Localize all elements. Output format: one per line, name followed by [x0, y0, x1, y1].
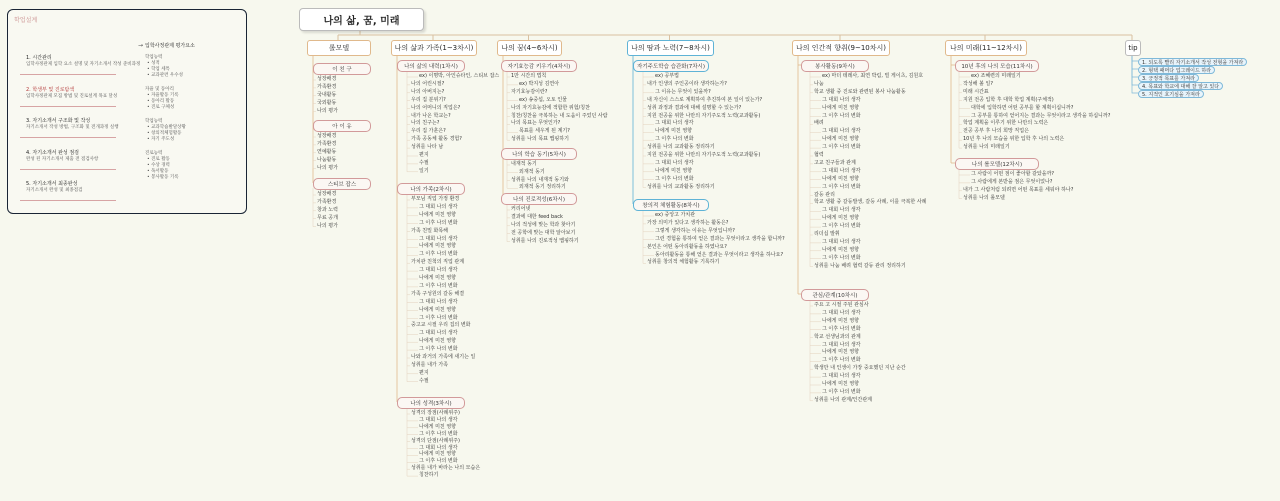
sub-topic[interactable] — [501, 193, 577, 205]
leaf-item: ex) 마더 테레사, 최연 박림, 빌 게이츠, 김원호 — [822, 73, 924, 79]
mini-map-section-head[interactable]: 4. 자기소개서 완성 점검 — [26, 150, 80, 156]
sub-topic[interactable] — [955, 158, 1039, 170]
leaf-item: 전 공학에 맞는 대학 알아보기 — [511, 229, 576, 236]
sub-topic-label: 자기효능감 키우기(4차시) — [507, 64, 571, 70]
leaf-item: 그 이후 나의 변화 — [822, 325, 861, 332]
leaf-item: 그 대회 나의 생각 — [822, 341, 861, 348]
mini-map-right-item: • 자기 주도성 — [147, 137, 175, 142]
leaf-item: 가족환경 — [317, 83, 337, 90]
leaf-item: 나의 어머니의 직업은? — [411, 104, 461, 111]
leaf-item: 그 대회 나의 생각 — [419, 330, 458, 337]
sub-topic[interactable] — [313, 120, 371, 132]
leaf-item: 나의 아버지는? — [411, 88, 445, 95]
mini-map-section-line: 완성 된 자기소개서 제출 전 점검사항 — [26, 157, 99, 162]
leaf-item: 나의 평가 — [317, 164, 338, 171]
leaf-item: 주요 고 시절 주된 관심사 — [814, 302, 869, 308]
leaf-item: 나에게 미친 영향 — [655, 167, 692, 174]
leaf-item: 그 대회 나의 생각 — [419, 267, 458, 274]
tip-item[interactable]: 4. 목표와 학교에 대해 잘 알고 있다 — [1138, 82, 1223, 90]
leaf-item: 외재적 동기 정리하기 — [519, 184, 566, 191]
leaf-item: 학교 생활 중 진로와 관련된 봉사 나눔활동 — [814, 88, 906, 95]
leaf-item: 그 이후 나의 변화 — [419, 251, 458, 258]
leaf-item: 그 대회 나의 생각 — [419, 203, 458, 210]
leaf-item: 나의 평가 — [317, 222, 338, 229]
leaf-item: 그 대회 나의 생각 — [822, 96, 861, 103]
leaf-item: 그 이후 나의 변화 — [655, 136, 694, 143]
leaf-item: 그 사람에게 본받을 점은 무엇이었나? — [971, 178, 1053, 185]
leaf-item: 그 이후 나의 변화 — [419, 458, 458, 465]
leaf-item: 일기 — [419, 167, 429, 174]
leaf-item: 나에게 미친 영향 — [419, 423, 456, 430]
tip-item[interactable]: 5. 지적인 호기심을 가져라 — [1138, 90, 1204, 98]
leaf-item: 나에게 미친 영향 — [419, 275, 456, 281]
branch-topic-label: 나의 꿈(4~6차시) — [501, 44, 558, 52]
sub-topic-label: 나의 학습 동기(5차시) — [512, 152, 566, 158]
leaf-item: 그 공부를 통하여 얻어지는 결과는 무엇이라고 생각을 하십니까? — [971, 112, 1111, 119]
leaf-item: ex) 박지성 김연아 — [519, 80, 560, 87]
sub-topic[interactable] — [633, 60, 709, 72]
branch-topic[interactable] — [945, 40, 1027, 56]
leaf-item: 나에게 미친 영향 — [419, 451, 456, 458]
sub-topic-label: 나의 성격(3차시) — [410, 401, 452, 407]
mini-map-section-line: 입학사정관제 모집 방법 및 진로설계 목표 달성 — [26, 94, 118, 99]
branch-topic-label: 나의 땀과 노력(7~8차시) — [631, 44, 710, 52]
leaf-item: 성격의 장점(사례위주) — [411, 410, 460, 416]
branch-topic-label: 나의 인간적 향취(9~10차시) — [796, 44, 886, 52]
sub-topic[interactable] — [501, 60, 577, 72]
mini-map-right-item: • 수상 경력 — [147, 163, 170, 168]
leaf-item: 전공 공부 후 나의 희망 직업은 — [963, 128, 1029, 135]
leaf-item: 가장 의미가 있다고 생각하는 활동은? — [647, 219, 729, 226]
leaf-item: 수필 — [419, 377, 429, 384]
leaf-item: 학교 선생님과의 관계 — [814, 333, 861, 340]
leaf-item: 그 대회 나의 생각 — [655, 120, 694, 127]
leaf-item: 그렇게 생각하는 이유는 무엇입니까? — [655, 227, 735, 234]
leaf-item: 커리어넷 — [511, 206, 531, 212]
sub-topic[interactable] — [501, 148, 577, 160]
sub-topic-label: 나의 롤모델(12차시) — [971, 162, 1023, 168]
leaf-item: 그 이후 나의 변화 — [822, 223, 861, 230]
leaf-item: 그 이후 나의 변화 — [419, 282, 458, 289]
leaf-item: ex) 송중섭, 오토 인물 — [519, 96, 568, 103]
sub-topic[interactable] — [955, 60, 1039, 72]
leaf-item: 성취를 나의 목표 맵핑하기 — [511, 136, 569, 143]
sub-topic[interactable] — [397, 60, 465, 72]
leaf-item: ex) 공부법 — [655, 73, 679, 79]
mini-map-right-item: • 독서활동 — [147, 169, 169, 174]
root-topic-label: 나의 삶, 꿈, 미래 — [323, 16, 400, 27]
leaf-item: 가족환경 — [317, 198, 337, 205]
leaf-item: 리더십 발휘 — [814, 231, 840, 237]
leaf-item: 성취를 나의 내재적 동기와 — [511, 176, 569, 183]
leaf-item: 나에게 미친 영향 — [419, 306, 456, 313]
branch-topic-label: tip — [1128, 44, 1138, 52]
branch-topic[interactable] — [792, 40, 890, 56]
leaf-item: 나에게 미친 영향 — [822, 317, 859, 324]
mini-map-panel[interactable] — [7, 9, 247, 214]
leaf-item: 성장배경 — [317, 133, 337, 139]
leaf-item: 그 대회 나의 생각 — [822, 128, 861, 135]
sub-topic[interactable] — [801, 60, 869, 72]
leaf-item: 성취를 내가 가족 — [411, 361, 448, 368]
mini-map-right-item: • 진로 구체성 — [147, 105, 175, 110]
leaf-item: 그 대회 나의 생각 — [419, 298, 458, 305]
leaf-item: 나에게 미친 영향 — [822, 349, 859, 356]
leaf-item: 가족 공동체 활동 경험? — [411, 136, 462, 143]
leaf-item: 나에게 미친 영향 — [822, 381, 859, 387]
leaf-item: 나에게 미친 영향 — [419, 243, 456, 250]
leaf-item: 성장배경 — [317, 76, 337, 82]
mini-map-right-item: • 봉사활동 기록 — [147, 175, 179, 180]
mini-map-title: 학업설계 — [14, 17, 38, 24]
leaf-item: 나에게 미친 영향 — [419, 338, 456, 345]
leaf-item: 목표를 세우게 된 계기? — [519, 128, 570, 135]
sub-topic[interactable] — [633, 199, 709, 211]
leaf-item: 나의 친구는? — [411, 120, 440, 127]
leaf-item: 10년 후 나의 모습을 위한 입학 후 나의 노력은 — [963, 136, 1065, 143]
sub-topic[interactable] — [313, 178, 371, 190]
leaf-item: 그 이후 나의 변화 — [822, 254, 861, 261]
leaf-item: 가족 친밀 화목해 — [411, 227, 448, 234]
leaf-item: 그 대회 나의 생각 — [822, 309, 861, 316]
leaf-item: 그 사람이 어떤 점이 좋아할 같았을까? — [971, 171, 1055, 177]
leaf-item: 그 이유는 무엇이 있을까? — [655, 88, 711, 95]
mini-map-divider — [20, 74, 116, 75]
root-topic[interactable] — [299, 8, 424, 31]
leaf-item: 가족환경 — [317, 140, 337, 147]
leaf-item: 나와 과거의 가족에 새기는 일 — [411, 354, 476, 360]
leaf-item: 국외활동 — [317, 99, 337, 106]
mini-map-right-item: • 학업 세특 — [147, 67, 170, 72]
mini-map-right-item: 진로능력 — [145, 151, 163, 156]
leaf-item: 성격의 단점(사례위주) — [411, 437, 460, 444]
leaf-item: 편지 — [419, 369, 429, 376]
leaf-item: 성취를 나눔 배려 협력 갈등 관리 정리하기 — [814, 262, 906, 269]
sub-topic-label: 스티브 잡스 — [327, 182, 357, 188]
leaf-item: 대학에 입학하면 어떤 공부를 할 계획이십니까? — [971, 104, 1074, 111]
leaf-item: 작성해 볼 일? — [963, 80, 993, 87]
leaf-item: 나에게 미친 영향 — [822, 104, 859, 111]
sub-topic[interactable] — [313, 63, 371, 75]
mini-map-arrow-icon: → — [138, 42, 144, 49]
leaf-item: 중고교 시절 우리 집의 변화 — [411, 322, 471, 329]
leaf-item: 성취를 나의 교과활동 정리하기 — [647, 144, 715, 151]
sub-topic-label: 10년 후의 나의 모습(11차시) — [961, 64, 1033, 70]
leaf-item: 지원 전공을 위한 나만의 자기주도적 노력(교과활동) — [647, 152, 761, 158]
mini-map-section-line: 입학사정관제 입학 요소 설명 및 자기소개서 작성 준비과정 — [26, 62, 141, 67]
mini-map-right-item: • 성적 — [147, 61, 160, 66]
leaf-item: 그 대회 나의 생각 — [419, 444, 458, 451]
branch-topic[interactable] — [497, 40, 562, 56]
leaf-item: 무료 공개 — [317, 214, 338, 221]
leaf-item: 나의 평가 — [317, 107, 338, 114]
leaf-item: 고교 친구들과 관계 — [814, 159, 856, 166]
leaf-item: 성장배경 — [317, 191, 337, 197]
sub-topic-label: 이 친 구 — [332, 67, 352, 73]
leaf-item: 성취를 창의적 체험활동 기록하기 — [647, 259, 720, 266]
mini-map-right-title: 입학사정관제 평가요소 — [145, 43, 195, 49]
leaf-item: 그 이후 나의 변화 — [822, 112, 861, 119]
leaf-item: 그 이후 나의 변화 — [655, 175, 694, 182]
leaf-item: 미래 시간표 — [963, 88, 989, 95]
leaf-item: 우리 집 분위기? — [411, 96, 446, 103]
sub-topic[interactable] — [397, 397, 465, 409]
leaf-item: 나에게 미친 영향 — [822, 215, 859, 222]
mini-map-right-item: • 교과학습발달상황 — [147, 125, 186, 130]
leaf-item: 그 이후 나의 변화 — [822, 144, 861, 151]
mini-map-section-head[interactable]: 1. 시간관리 — [26, 55, 52, 61]
leaf-item: 지원 전공 입학 후 대학 학업 계획(구체적) — [963, 96, 1054, 103]
leaf-item: 성취 과정과 결과에 대해 설명할 수 있는가? — [647, 104, 742, 111]
leaf-item: 편지 — [419, 152, 429, 158]
leaf-item: 배려 — [814, 120, 824, 127]
leaf-item: 학교 생활 중 갈등발생, 갈등 사례, 이를 극복한 사례 — [814, 199, 927, 206]
leaf-item: 나의 어린시절? — [411, 80, 445, 87]
leaf-item: 학업 계획을 이루기 위한 나만의 노력은 — [963, 120, 1049, 127]
leaf-item: ex) 이명박, 아인슈타인, 스티브 잡스 — [419, 73, 500, 79]
leaf-item: 성취를 내가 바라는 나의 모습은 — [411, 465, 481, 472]
leaf-item: 국내활동 — [317, 91, 337, 98]
leaf-item: 가족 구성원의 갈등 해결 — [411, 290, 465, 297]
leaf-item: 결과에 대한 feed back — [511, 213, 563, 220]
leaf-item: 그 대회 나의 생각 — [822, 167, 861, 174]
leaf-item: 그 이후 나의 변화 — [822, 183, 861, 190]
leaf-item: 나에게 미친 영향 — [822, 136, 859, 143]
leaf-item: 그 이후 나의 변화 — [419, 314, 458, 321]
leaf-item: ex) 중앙고 가치관 — [655, 212, 696, 218]
leaf-item: 우리 집 가훈은? — [411, 128, 446, 135]
leaf-item: 그 대회 나의 생각 — [655, 159, 694, 166]
leaf-item: 가치관 친척의 직업 관계 — [411, 259, 465, 266]
sub-topic-label: 아 이 유 — [332, 124, 352, 130]
mini-map-section-line: 자기소개서 작성 방법, 구조화 및 전개과정 실행 — [26, 125, 119, 130]
leaf-item: 성취를 나타 남 — [411, 144, 444, 151]
leaf-item: 나에게 미친 영향 — [655, 128, 692, 135]
leaf-item: 수필 — [419, 159, 429, 166]
leaf-item: ex) 조혜련의 미래일기 — [971, 73, 1021, 79]
sub-topic[interactable] — [397, 183, 465, 195]
leaf-item: 그 이후 나의 변화 — [419, 430, 458, 437]
leaf-item: 창과 노력 — [317, 206, 338, 213]
leaf-item: 내가 인생의 주인공이라 생각하는가? — [647, 80, 727, 87]
branch-topic-label: 나의 삶과 가족(1~3차시) — [394, 44, 474, 52]
leaf-item: 성취를 나의 관계/인간관계 — [814, 396, 872, 403]
mini-map-right-item: • 진로 활동 — [147, 157, 170, 162]
sub-topic-label: 봉사활동(9차시) — [815, 64, 855, 70]
branch-topic-label: 나의 미래(11~12차시) — [950, 44, 1022, 52]
leaf-item: 그 대회 나의 생각 — [822, 207, 861, 214]
mini-map-section-line: 자기소개서 완성 및 최종점검 — [26, 188, 83, 193]
leaf-item: 협력 — [814, 152, 824, 158]
leaf-item: 나눔 — [814, 80, 824, 87]
mini-map-right-item: • 동아리 활동 — [147, 99, 175, 104]
leaf-item: 성취를 나의 교과활동 정리하기 — [647, 183, 715, 190]
sub-topic-label: 자기주도학습 습관화(7차시) — [637, 64, 705, 70]
leaf-item: 칭찬하기 — [419, 472, 439, 479]
mini-map-divider — [20, 169, 116, 170]
leaf-item: 그 이후 나의 변화 — [822, 357, 861, 364]
leaf-item: 나의 목표는 무엇인가? — [511, 120, 561, 127]
leaf-item: 나에게 미친 영향 — [419, 211, 456, 218]
mini-map-right-item: • 자율활동 기록 — [147, 93, 179, 98]
mini-map-section-head[interactable]: 3. 자기소개서 구조화 및 작성 — [26, 118, 91, 124]
mini-map-right-item: 학업능력 — [145, 55, 163, 60]
leaf-item: 동아리활동을 통해 얻은 결과는 무엇이라고 생각을 하나요? — [655, 251, 784, 258]
leaf-item: 연예활동 — [317, 148, 337, 155]
branch-topic[interactable] — [627, 40, 714, 56]
mini-map-right-item: • 교과관련 우수성 — [147, 73, 183, 78]
leaf-item: 성취를 나의 롤모델 — [963, 194, 1005, 201]
leaf-item: 나에게 미친 영향 — [822, 175, 859, 182]
leaf-item: 칭찬/칭찬을 극복하는 내 도움이 주었던 사람 — [511, 112, 608, 119]
branch-topic[interactable] — [391, 40, 477, 56]
leaf-item: 나눔활동 — [317, 156, 337, 163]
leaf-item: 나에게 미친 영향 — [822, 246, 859, 253]
sub-topic-label: 창의적 체험활동(8차시) — [642, 203, 700, 209]
tip-item[interactable]: 2. 형택 패머다 업그레이드 하라 — [1138, 66, 1215, 74]
leaf-item: 성취를 나의 진로적성 맵핑하기 — [511, 237, 579, 244]
mini-map-divider — [20, 137, 116, 138]
leaf-item: 성취를 나의 미래일기 — [963, 144, 1010, 151]
leaf-item: 내재적 동기 — [511, 161, 537, 167]
leaf-item: 그 대회 나의 생각 — [419, 235, 458, 242]
mini-map-section-head[interactable]: 5. 자기소개서 최종완성 — [26, 181, 78, 187]
mini-map-divider — [20, 200, 116, 201]
leaf-item: 내가 나온 학교는? — [411, 112, 451, 119]
tip-item[interactable]: 1. 되도록 빨리 자기소개서 작성 전형을 가져라 — [1138, 58, 1247, 66]
tip-item[interactable]: 3. 긍정적 목표를 가져라 — [1138, 74, 1199, 82]
sub-topic-label: 나의 진로적성(6차시) — [512, 197, 566, 203]
leaf-item: 갈등 관리 — [814, 191, 835, 198]
leaf-item: 그 대회 나의 생각 — [822, 238, 861, 245]
sub-topic-label: 관심/관계(10차시) — [812, 293, 858, 299]
leaf-item: 학생만 내 인생이 가장 중요했던 지난 순간 — [814, 365, 906, 372]
leaf-item: 내 자신이 스스로 계획하여 추진하여 본 일이 있는가? — [647, 96, 763, 103]
leaf-item: 그 대회 나의 생각 — [822, 373, 861, 380]
branch-topic[interactable] — [1125, 40, 1141, 56]
sub-topic[interactable] — [801, 289, 869, 301]
sub-topic-label: 나의 가족(2차시) — [410, 187, 452, 193]
mini-map-divider — [20, 106, 116, 107]
leaf-item: 그 이후 나의 변화 — [419, 219, 458, 226]
leaf-item: 그 대회 나의 생각 — [419, 416, 458, 423]
leaf-item: 본인은 어떤 동아리활동을 하였나요? — [647, 243, 727, 250]
leaf-item: 외재적 동기 — [519, 168, 545, 175]
mini-map-section-head[interactable]: 2. 학생부 및 진로탐색 — [26, 87, 75, 93]
leaf-item: 내가 그 사람처럼 되려면 어떤 목표를 세워야 하나? — [963, 186, 1074, 193]
mini-map-right-item: 학업능력 — [145, 119, 163, 124]
branch-topic[interactable] — [307, 40, 371, 56]
leaf-item: 나의 자기효능감에 적합한 위험/칭찬 — [511, 104, 590, 111]
leaf-item: 자기효능감이란? — [511, 88, 548, 95]
leaf-item: 부모님 직업 가정 환경 — [411, 196, 460, 202]
sub-topic-label: 나의 삶의 내력(1차시) — [404, 64, 458, 70]
mini-map-right-item: 자율 및 동아리 — [145, 87, 174, 92]
leaf-item: 지원 전공을 위한 나만의 자기주도적 노력(교과활동) — [647, 112, 761, 119]
leaf-item: 그런 경험을 통하여 얻은 결과는 무엇이라고 생각을 합니까? — [655, 235, 785, 242]
leaf-item: 그 이후 나의 변화 — [822, 388, 861, 395]
leaf-item: 그 이후 나의 변화 — [419, 346, 458, 353]
leaf-item: 나의 적성에 맞는 학과 찾아기 — [511, 221, 576, 228]
branch-topic-label: 롤모델 — [328, 44, 350, 52]
mini-map-right-item: • 창의적체험활동 — [147, 131, 182, 136]
leaf-item: 1만 시간의 법칙 — [511, 73, 547, 79]
